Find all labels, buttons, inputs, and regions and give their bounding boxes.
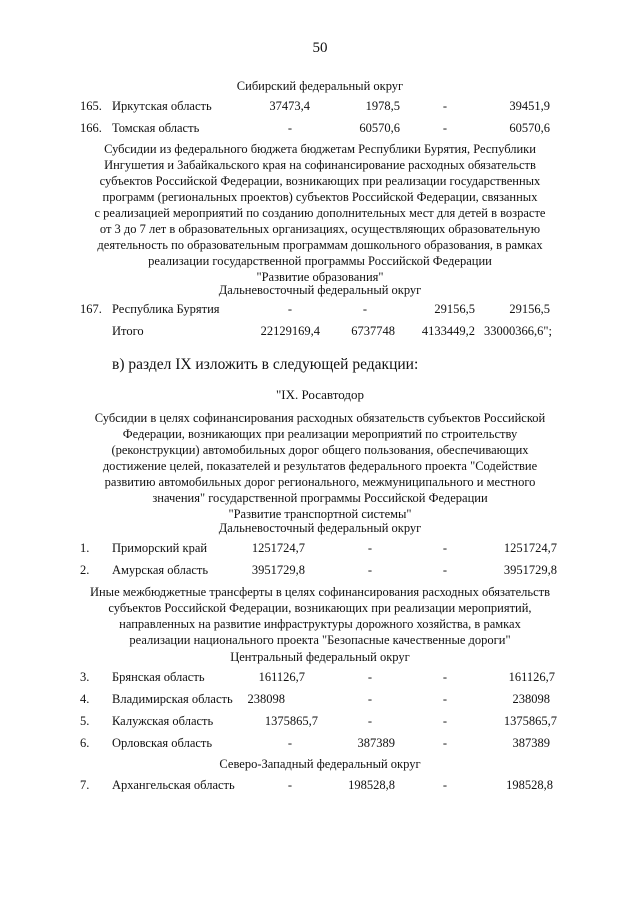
region-name: Владимирская область	[112, 692, 233, 706]
row-number: 7.	[80, 778, 90, 792]
value-col-2: 387389	[357, 736, 395, 750]
value-col-2: -	[362, 302, 368, 316]
region-name: Приморский край	[112, 541, 208, 555]
value-col-1: -	[287, 778, 293, 792]
value-col-3: -	[442, 778, 448, 792]
value-col-2: -	[367, 541, 373, 555]
total-col-1: 22129169,4	[260, 324, 320, 338]
value-col-1: 1251724,7	[251, 541, 305, 555]
value-col-1: 3951729,8	[251, 563, 305, 577]
paragraph-line: Иные межбюджетные трансферты в целях софинансирования расходных обязательств	[89, 585, 551, 599]
paragraph-line: программ (региональных проектов) субъектов Российской Федерации, связанных	[102, 190, 538, 204]
region-name: Калужская область	[112, 714, 214, 728]
region-name: Архангельская область	[112, 778, 235, 792]
value-col-2: 60570,6	[359, 121, 400, 135]
value-col-1: 1375865,7	[264, 714, 318, 728]
value-total: 238098	[512, 692, 550, 706]
value-col-1: 161126,7	[258, 670, 305, 684]
value-col-1: -	[287, 736, 293, 750]
paragraph-line: достижение целей, показателей и результатов федерального проекта "Содействие	[102, 459, 538, 473]
value-col-3: -	[442, 99, 448, 113]
region-name: Томская область	[112, 121, 200, 135]
subsidy-description-transport	[60, 410, 580, 522]
row-number: 1.	[80, 541, 90, 555]
value-total: 29156,5	[509, 302, 550, 316]
value-col-1: -	[287, 121, 293, 135]
row-number: 3.	[80, 670, 90, 684]
region-name: Иркутская область	[112, 99, 212, 113]
paragraph-line: Субсидии из федерального бюджета бюджетам Республики Бурятия, Республики	[104, 142, 536, 156]
transfer-description-roads	[60, 584, 580, 648]
value-col-2: -	[367, 692, 373, 706]
value-col-2: 1978,5	[365, 99, 400, 113]
value-total: 198528,8	[506, 778, 553, 792]
paragraph-line: "Развитие образования"	[256, 270, 384, 284]
amendment-instruction: в) раздел IX изложить в следующей редакции:	[112, 356, 419, 373]
district-heading-northwest: Северо-Западный федеральный округ	[219, 757, 421, 771]
value-total: 161126,7	[508, 670, 555, 684]
row-number: 6.	[80, 736, 90, 750]
value-total: 60570,6	[509, 121, 550, 135]
paragraph-line: направленных на развитие инфраструктуры дорожного хозяйства, в рамках	[119, 617, 521, 631]
total-sum: 33000366,6";	[484, 324, 552, 338]
value-col-1: 37473,4	[269, 99, 310, 113]
region-name: Орловская область	[112, 736, 213, 750]
row-number: 165.	[80, 99, 102, 113]
paragraph-line: Федерации, возникающих при реализации мероприятий по строительству	[122, 427, 518, 441]
row-number: 4.	[80, 692, 90, 706]
value-col-3: -	[442, 563, 448, 577]
paragraph-line: реализации национального проекта "Безопасные качественные дороги"	[129, 633, 511, 647]
value-col-3: -	[442, 714, 448, 728]
value-col-2: -	[367, 563, 373, 577]
region-name: Республика Бурятия	[112, 302, 220, 316]
paragraph-line: развитию автомобильных дорог регионального, межмуниципального и местного	[104, 475, 536, 489]
paragraph-line: субъектов Российской Федерации, возникающих при реализации государственных	[99, 174, 541, 188]
district-heading-central: Центральный федеральный округ	[230, 650, 410, 664]
paragraph-line: от 3 до 7 лет в образовательных организациях, осуществляющих образовательную	[99, 222, 541, 236]
value-col-1: -	[287, 302, 293, 316]
value-col-3: -	[442, 670, 448, 684]
paragraph-line: деятельность по образовательным программам дошкольного образования, в рамках	[97, 238, 543, 252]
region-name: Брянская область	[112, 670, 205, 684]
row-number: 2.	[80, 563, 90, 577]
value-col-2: -	[367, 714, 373, 728]
row-number: 5.	[80, 714, 90, 728]
paragraph-line: с реализацией мероприятий по созданию дополнительных мест для детей в возрасте	[94, 206, 546, 220]
district-heading-far-east: Дальневосточный федеральный округ	[218, 283, 422, 297]
value-col-3: -	[442, 736, 448, 750]
value-col-3: -	[442, 692, 448, 706]
value-col-3: 29156,5	[434, 302, 475, 316]
value-total: 1375865,7	[503, 714, 557, 728]
section-heading-rosavtodor: "IX. Росавтодор	[275, 387, 365, 402]
value-col-2: 198528,8	[348, 778, 395, 792]
paragraph-line: Субсидии в целях софинансирования расходных обязательств субъектов Российской	[94, 411, 546, 425]
paragraph-line: реализации государственной программы Российской Федерации	[148, 254, 492, 268]
value-col-1: 238098	[247, 692, 285, 706]
subsidy-description-education	[60, 141, 580, 285]
value-total: 1251724,7	[503, 541, 557, 555]
district-heading-siberian: Сибирский федеральный округ	[236, 79, 404, 93]
total-col-3: 4133449,2	[421, 324, 475, 338]
paragraph-line: "Развитие транспортной системы"	[228, 507, 412, 521]
paragraph-line: субъектов Российской Федерации, возникающих при реализации мероприятий,	[108, 601, 532, 615]
total-col-2: 6737748	[351, 324, 395, 338]
paragraph-line: значения" государственной программы Российской Федерации	[152, 491, 488, 505]
row-number: 166.	[80, 121, 102, 135]
value-col-2: -	[367, 670, 373, 684]
value-total: 387389	[512, 736, 550, 750]
page-number: 50	[312, 40, 328, 56]
paragraph-line: (реконструкции) автомобильных дорог общего пользования, обеспечивающих	[111, 443, 529, 457]
district-heading-far-east-2: Дальневосточный федеральный округ	[218, 521, 422, 535]
value-total: 3951729,8	[503, 563, 557, 577]
row-number: 167.	[80, 302, 102, 316]
total-label: Итого	[112, 324, 144, 338]
value-col-3: -	[442, 121, 448, 135]
paragraph-line: Ингушетия и Забайкальского края на софинансирование расходных обязательств	[104, 158, 536, 172]
value-col-3: -	[442, 541, 448, 555]
value-total: 39451,9	[509, 99, 550, 113]
region-name: Амурская область	[112, 563, 209, 577]
